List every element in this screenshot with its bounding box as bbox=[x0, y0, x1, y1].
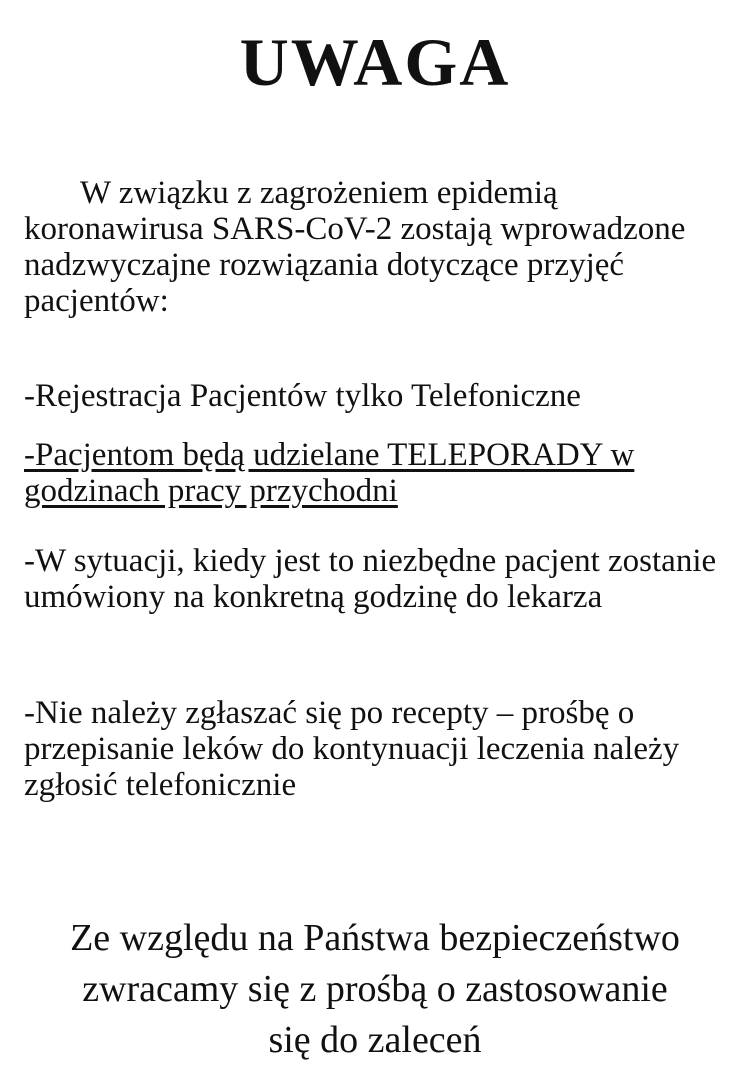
footer-line: zwracamy się z prośbą o zastosowanie bbox=[82, 968, 668, 1010]
notice-title: UWAGA bbox=[239, 24, 511, 100]
notice-intro: W związku z zagrożeniem epidemią koronawirusa SARS-CoV-2 zostają wprowadzone nadzwyczajne rozwiązania dotyczące przyjęć pacjentów: bbox=[24, 175, 686, 319]
notice-footer bbox=[0, 913, 750, 1066]
footer-line: Ze względu na Państwa bezpieczeństwo bbox=[70, 917, 680, 959]
footer-line: się do zaleceń bbox=[268, 1019, 482, 1061]
notice-item-appointment: -W sytuacji, kiedy jest to niezbędne pacjent zostanie umówiony na konkretną godzinę do lekarza bbox=[24, 543, 717, 615]
notice-item-registration: -Rejestracja Pacjentów tylko Telefoniczne bbox=[24, 378, 581, 414]
notice-item-teleconsultation: -Pacjentom będą udzielane TELEPORADY w godzinach pracy przychodni bbox=[24, 437, 635, 509]
notice-item-prescriptions: -Nie należy zgłaszać się po recepty – prośbę o przepisanie leków do kontynuacji leczenia należy zgłosić telefonicznie bbox=[24, 695, 680, 803]
